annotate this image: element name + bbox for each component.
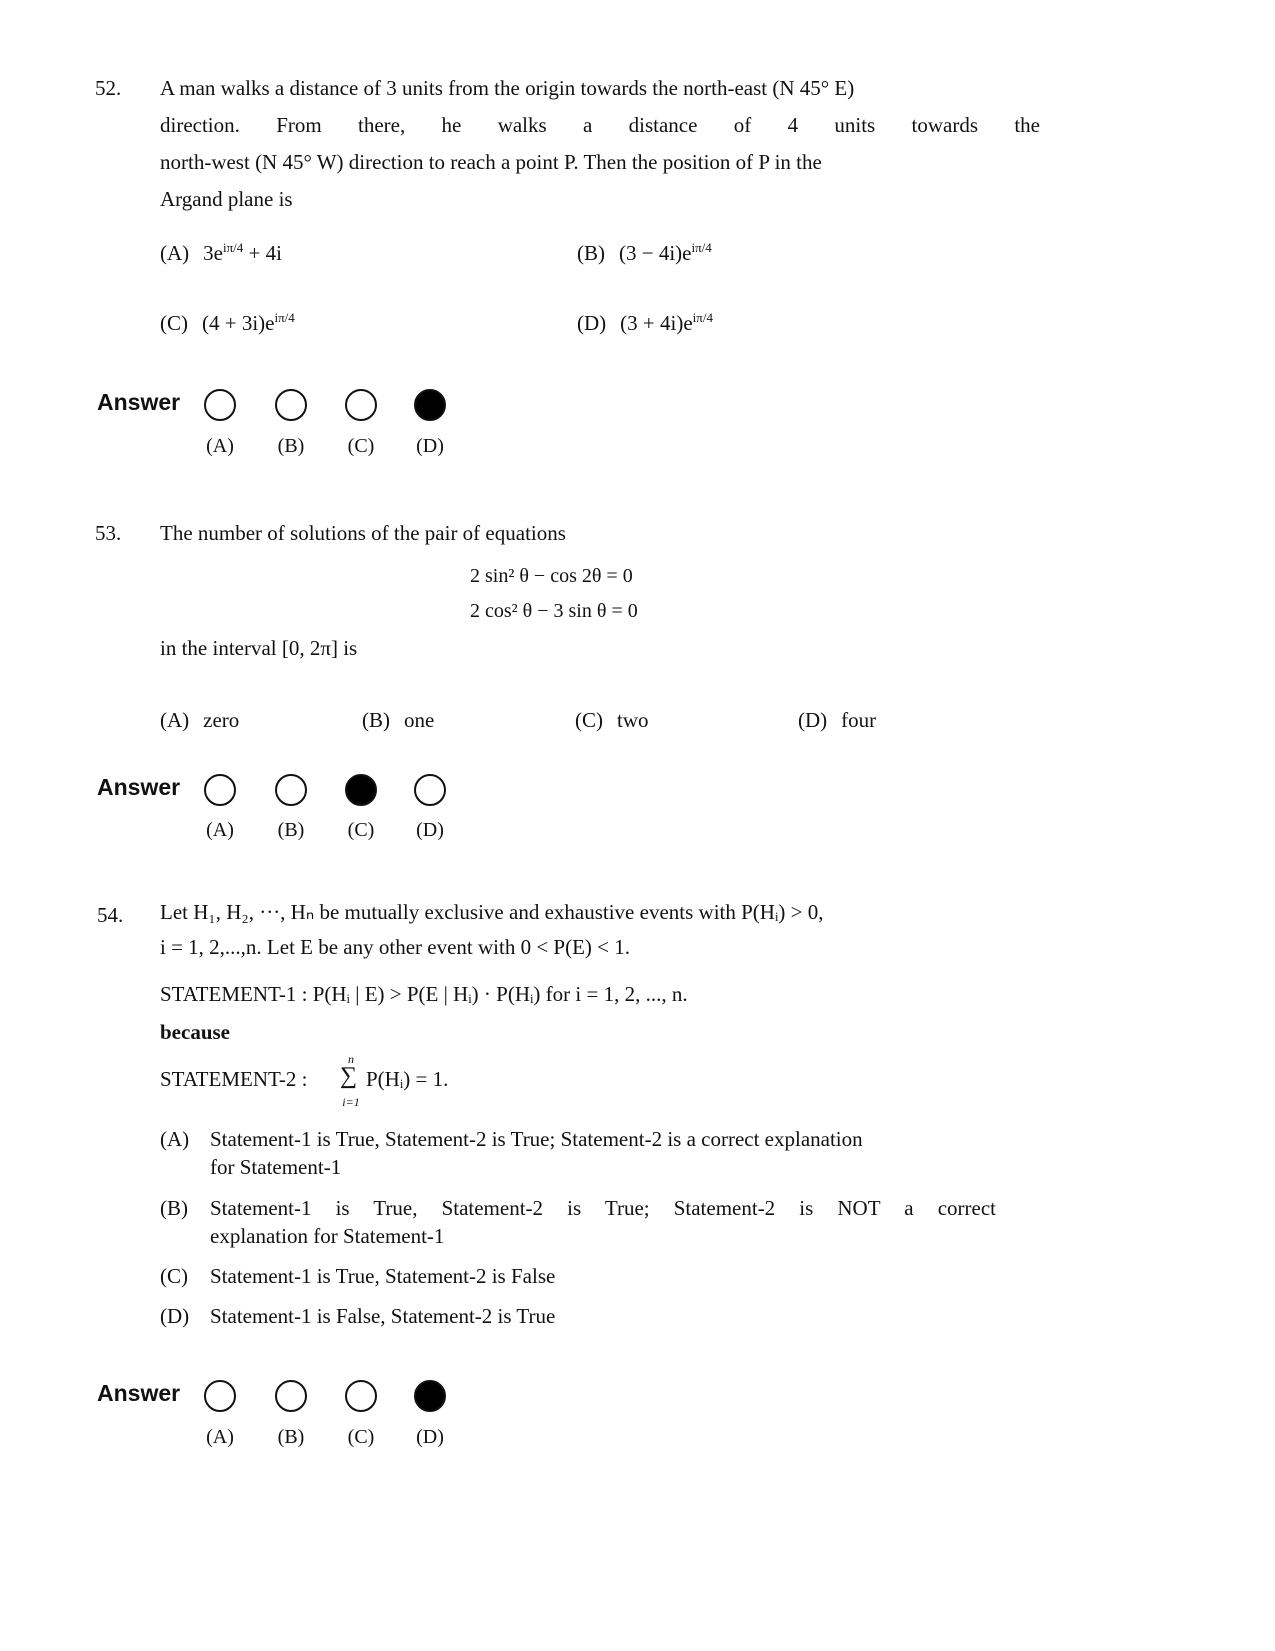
q53-bubble-label-b: (B) bbox=[277, 819, 305, 841]
q54-bubble-label-c: (C) bbox=[347, 1426, 375, 1448]
q53-number: 53. bbox=[95, 521, 122, 545]
q54-because: because bbox=[160, 1020, 230, 1044]
q53-equation-2: 2 cos² θ − 3 sin θ = 0 bbox=[470, 600, 638, 622]
q52-line4: Argand plane is bbox=[160, 187, 293, 211]
q54-option-c-line1: Statement-1 is True, Statement-2 is False bbox=[210, 1264, 556, 1288]
q54-line2: i = 1, 2,...,n. Let E be any other event with 0 < P(E) < 1. bbox=[160, 935, 631, 959]
q54-bubble-d[interactable] bbox=[414, 1380, 446, 1412]
q52-option-b: (B) $(3 - 4i)e^{i\pi/4}$ bbox=[577, 240, 712, 265]
q52-bubble-a[interactable] bbox=[204, 389, 236, 421]
q54-option-a-line2: for Statement-1 bbox=[210, 1155, 342, 1179]
q54-option-a-line1: Statement-1 is True, Statement-2 is True; Statement-2 is a correct explanation bbox=[210, 1127, 863, 1151]
q53-answer-label: Answer bbox=[97, 774, 181, 800]
q54-bubble-c[interactable] bbox=[345, 1380, 377, 1412]
q52-line1: A man walks a distance of 3 units from the origin towards the north-east (N 45° E) bbox=[160, 76, 855, 100]
q52-number: 52. bbox=[95, 76, 122, 100]
q53-equation-1: 2 sin² θ − cos 2θ = 0 bbox=[470, 565, 633, 587]
q53-option-d: (D) four bbox=[798, 708, 877, 732]
q54-option-b-line1: Statement-1 is True, Statement-2 is True; Statement-2 is NOT a correct bbox=[210, 1196, 996, 1220]
q53-option-c: (C) two bbox=[575, 708, 649, 732]
q52-bubble-label-a: (A) bbox=[206, 435, 234, 457]
q52-bubble-b[interactable] bbox=[275, 389, 307, 421]
q54-bubble-a[interactable] bbox=[204, 1380, 236, 1412]
sigma-icon: ∑ bbox=[340, 1063, 358, 1089]
q53-bubble-label-d: (D) bbox=[416, 819, 444, 841]
q53-bubble-b[interactable] bbox=[275, 774, 307, 806]
q52-bubble-label-d: (D) bbox=[416, 435, 444, 457]
q54-option-c: (C) bbox=[160, 1264, 188, 1288]
q52-bubble-c[interactable] bbox=[345, 389, 377, 421]
q54-number: 54. bbox=[97, 903, 124, 927]
q54-option-a: (A) bbox=[160, 1127, 190, 1151]
q52-line2: direction. From there, he walks a distance of 4 units towards the bbox=[160, 113, 1040, 137]
q52-bubble-label-b: (B) bbox=[277, 435, 305, 457]
q52-option-d: (D) $(3 + 4i)e^{i\pi/4}$ bbox=[577, 310, 713, 335]
q54-sum-upper: n bbox=[348, 1052, 354, 1066]
q53-bubble-label-c: (C) bbox=[347, 819, 375, 841]
q53-bubble-c[interactable] bbox=[345, 774, 377, 806]
q54-line1: Let H₁, H₂, ···, Hₙ be mutually exclusive and exhaustive events with P(Hᵢ) > 0, bbox=[160, 900, 824, 924]
q52-line3: north-west (N 45° W) direction to reach a point P. Then the position of P in the bbox=[160, 150, 822, 174]
q53-interval-text: in the interval [0, 2π] is bbox=[160, 636, 358, 660]
q54-statement-2-body: P(Hᵢ) = 1. bbox=[366, 1067, 449, 1091]
q52-bubble-label-c: (C) bbox=[347, 435, 375, 457]
q54-option-b-line2: explanation for Statement-1 bbox=[210, 1224, 445, 1248]
q54-option-d-line1: Statement-1 is False, Statement-2 is True bbox=[210, 1304, 556, 1328]
q54-sum-lower: i=1 bbox=[342, 1095, 360, 1109]
q53-option-b: (B) one bbox=[362, 708, 435, 732]
q54-answer-label: Answer bbox=[97, 1380, 181, 1406]
q54-option-d: (D) bbox=[160, 1304, 190, 1328]
q53-bubble-d[interactable] bbox=[414, 774, 446, 806]
q54-bubble-b[interactable] bbox=[275, 1380, 307, 1412]
q54-bubble-label-b: (B) bbox=[277, 1426, 305, 1448]
q54-bubble-label-a: (A) bbox=[206, 1426, 234, 1448]
q54-statement-2-prefix: STATEMENT-2 : bbox=[160, 1067, 308, 1091]
q53-bubble-label-a: (A) bbox=[206, 819, 234, 841]
q52-answer-label: Answer bbox=[97, 389, 181, 415]
q53-option-a: (A) zero bbox=[160, 708, 240, 732]
q54-option-b: (B) bbox=[160, 1196, 188, 1220]
q52-option-c: (C) $(4 + 3i)e^{i\pi/4}$ bbox=[160, 310, 295, 335]
q53-text: The number of solutions of the pair of equations bbox=[160, 521, 566, 545]
q52-option-a: (A) $3e^{i\pi/4} + 4i$ bbox=[160, 240, 282, 265]
q54-statement-1: STATEMENT-1 : P(Hᵢ | E) > P(E | Hᵢ) · P(Hᵢ) for i = 1, 2, ..., n. bbox=[160, 982, 688, 1006]
q52-bubble-d[interactable] bbox=[414, 389, 446, 421]
q54-bubble-label-d: (D) bbox=[416, 1426, 444, 1448]
q53-bubble-a[interactable] bbox=[204, 774, 236, 806]
q52-text bbox=[160, 70, 1040, 218]
